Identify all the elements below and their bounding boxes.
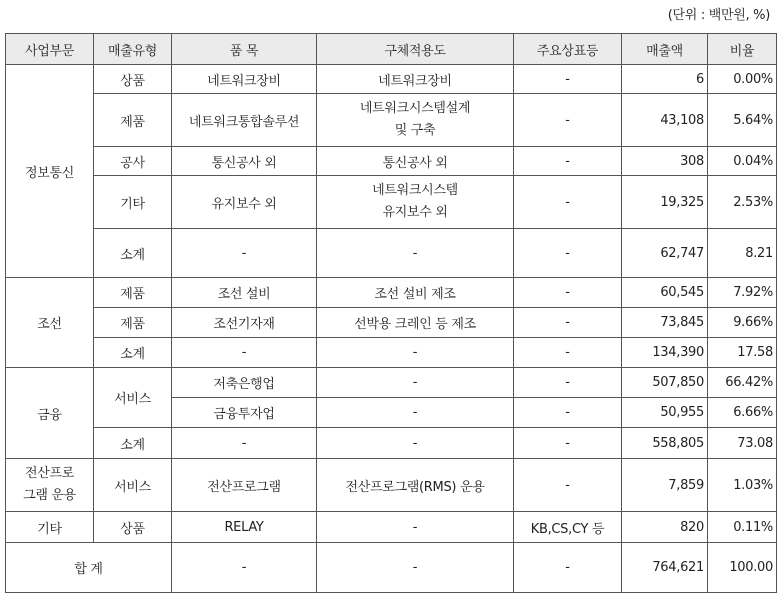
- type-cell: 소계: [94, 338, 172, 368]
- table-row: [6, 94, 777, 147]
- type-cell: 상품: [94, 65, 172, 94]
- usage-line: 및 구축: [394, 123, 436, 138]
- sales-cell: 6: [622, 65, 708, 94]
- item-cell: 전산프로그램: [172, 459, 317, 512]
- usage-line: 네트워크시스템: [372, 183, 458, 198]
- type-cell: 제품: [94, 94, 172, 147]
- type-cell: 서비스: [94, 368, 172, 428]
- sales-cell: 60,545: [622, 278, 708, 308]
- ratio-cell: 8.21: [708, 229, 777, 278]
- item-cell: 조선 설비: [172, 278, 317, 308]
- item-cell: -: [172, 543, 317, 593]
- ratio-cell: 66.42%: [708, 368, 777, 398]
- brand-cell: -: [514, 229, 622, 278]
- ratio-cell: 0.04%: [708, 147, 777, 176]
- division-cell: 금융: [6, 368, 94, 459]
- usage-line: 유지보수 외: [382, 205, 448, 220]
- header-brand: 주요상표등: [514, 34, 622, 65]
- brand-cell: -: [514, 428, 622, 459]
- division-line: 그램 운용: [23, 488, 76, 503]
- header-ratio: 비율: [708, 34, 777, 65]
- item-cell: 네트워크통합솔루션: [172, 94, 317, 147]
- usage-line: 네트워크시스템설계: [359, 101, 471, 116]
- usage-cell: 네트워크장비: [317, 65, 514, 94]
- ratio-cell: 100.00: [708, 543, 777, 593]
- sales-cell: 43,108: [622, 94, 708, 147]
- header-sales-type: 매출유형: [94, 34, 172, 65]
- table-row: [6, 176, 777, 229]
- usage-cell: [317, 94, 514, 147]
- sales-cell: 73,845: [622, 308, 708, 338]
- division-line: 전산프로: [24, 466, 75, 481]
- sales-cell: 50,955: [622, 398, 708, 428]
- brand-cell: KB,CS,CY 등: [514, 512, 622, 543]
- item-cell: -: [172, 338, 317, 368]
- ratio-cell: 73.08: [708, 428, 777, 459]
- ratio-cell: 9.66%: [708, 308, 777, 338]
- type-cell: 소계: [94, 428, 172, 459]
- usage-cell: -: [317, 543, 514, 593]
- ratio-cell: 6.66%: [708, 398, 777, 428]
- type-cell: 상품: [94, 512, 172, 543]
- item-cell: 조선기자재: [172, 308, 317, 338]
- total-row: [6, 543, 777, 593]
- brand-cell: -: [514, 147, 622, 176]
- header-item: 품 목: [172, 34, 317, 65]
- sales-cell: 820: [622, 512, 708, 543]
- header-row: [6, 34, 777, 65]
- sales-cell: 134,390: [622, 338, 708, 368]
- table-row: [6, 147, 777, 176]
- type-cell: 제품: [94, 308, 172, 338]
- table-row: [6, 512, 777, 543]
- table-row: [6, 278, 777, 308]
- ratio-cell: 0.11%: [708, 512, 777, 543]
- usage-cell: 선박용 크레인 등 제조: [317, 308, 514, 338]
- usage-cell: -: [317, 229, 514, 278]
- usage-cell: 통신공사 외: [317, 147, 514, 176]
- item-cell: 유지보수 외: [172, 176, 317, 229]
- table-row: [6, 65, 777, 94]
- item-cell: 통신공사 외: [172, 147, 317, 176]
- sales-cell: 764,621: [622, 543, 708, 593]
- total-label: 합 계: [6, 543, 172, 593]
- type-cell: 서비스: [94, 459, 172, 512]
- usage-cell: -: [317, 368, 514, 398]
- sales-table: [5, 33, 777, 593]
- usage-cell: -: [317, 428, 514, 459]
- brand-cell: -: [514, 65, 622, 94]
- division-cell: 정보통신: [6, 65, 94, 278]
- brand-cell: -: [514, 278, 622, 308]
- brand-cell: -: [514, 94, 622, 147]
- sales-cell: 62,747: [622, 229, 708, 278]
- brand-cell: -: [514, 459, 622, 512]
- table-row: [6, 308, 777, 338]
- item-cell: RELAY: [172, 512, 317, 543]
- brand-cell: -: [514, 368, 622, 398]
- ratio-cell: 0.00%: [708, 65, 777, 94]
- sales-cell: 558,805: [622, 428, 708, 459]
- header-division: 사업부문: [6, 34, 94, 65]
- ratio-cell: 17.58: [708, 338, 777, 368]
- division-cell: [6, 459, 94, 512]
- sales-cell: 507,850: [622, 368, 708, 398]
- subtotal-row: [6, 428, 777, 459]
- brand-cell: -: [514, 543, 622, 593]
- header-usage: 구체적용도: [317, 34, 514, 65]
- brand-cell: -: [514, 398, 622, 428]
- type-cell: 공사: [94, 147, 172, 176]
- division-cell: 기타: [6, 512, 94, 543]
- ratio-cell: 5.64%: [708, 94, 777, 147]
- sales-cell: 19,325: [622, 176, 708, 229]
- item-cell: 금융투자업: [172, 398, 317, 428]
- header-sales: 매출액: [622, 34, 708, 65]
- sales-cell: 308: [622, 147, 708, 176]
- type-cell: 제품: [94, 278, 172, 308]
- table-row: [6, 368, 777, 398]
- usage-cell: 전산프로그램(RMS) 운용: [317, 459, 514, 512]
- ratio-cell: 7.92%: [708, 278, 777, 308]
- brand-cell: -: [514, 176, 622, 229]
- sales-cell: 7,859: [622, 459, 708, 512]
- table-row: [6, 459, 777, 512]
- division-cell: 조선: [6, 278, 94, 368]
- usage-cell: [317, 176, 514, 229]
- item-cell: -: [172, 428, 317, 459]
- item-cell: -: [172, 229, 317, 278]
- subtotal-row: [6, 338, 777, 368]
- item-cell: 네트워크장비: [172, 65, 317, 94]
- ratio-cell: 1.03%: [708, 459, 777, 512]
- type-cell: 기타: [94, 176, 172, 229]
- usage-cell: -: [317, 512, 514, 543]
- ratio-cell: 2.53%: [708, 176, 777, 229]
- brand-cell: -: [514, 338, 622, 368]
- brand-cell: -: [514, 308, 622, 338]
- usage-cell: 조선 설비 제조: [317, 278, 514, 308]
- item-cell: 저축은행업: [172, 368, 317, 398]
- type-cell: 소계: [94, 229, 172, 278]
- subtotal-row: [6, 229, 777, 278]
- usage-cell: -: [317, 398, 514, 428]
- unit-note: (단위 : 백만원, %): [667, 8, 770, 23]
- usage-cell: -: [317, 338, 514, 368]
